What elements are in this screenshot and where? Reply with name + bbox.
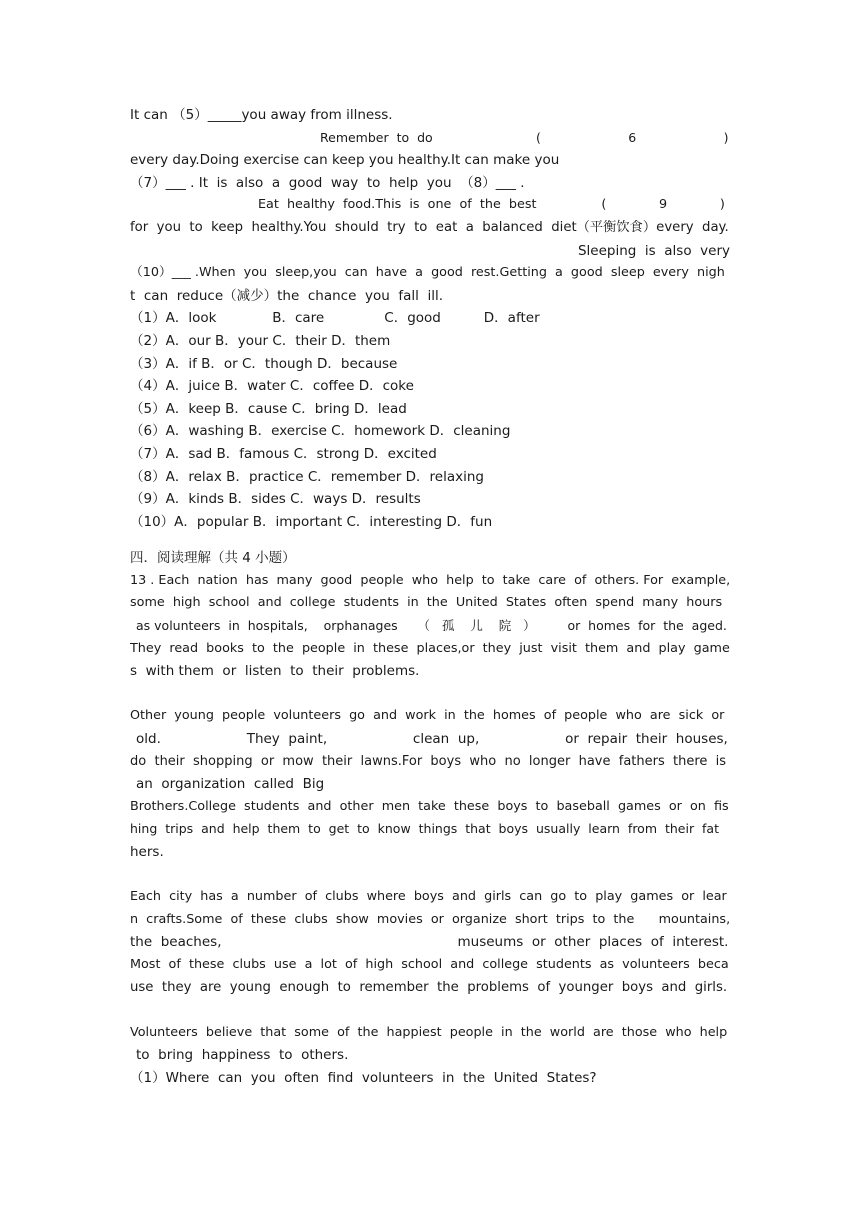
passage-line: Eat healthy food.This is one of the best ( 9 ) — [258, 197, 725, 213]
option-line: （4）A．juice B．water C．coffee D．coke — [130, 378, 414, 395]
reading-line: Volunteers believe that some of the happiest people in the world are those who help — [130, 1024, 728, 1040]
option-line: （7）A．sad B．famous C．strong D．excited — [130, 445, 437, 462]
reading-line: Other young people volunteers go and work in the homes of people who are sick or — [130, 708, 725, 724]
reading-line: hers. — [130, 844, 164, 860]
passage-line: every day.Doing exercise can keep you healthy.It can make you — [130, 152, 560, 169]
reading-line: an organization called Big — [136, 776, 325, 793]
reading-line: hing trips and help them to get to know things that boys usually learn from their fat — [130, 821, 719, 837]
question-line: （1）Where can you often find volunteers in the United States? — [130, 1069, 597, 1086]
option-line: （10）A．popular B．important C．interesting D．fun — [130, 513, 493, 530]
passage-line: Remember to do ( 6 ) — [320, 129, 729, 145]
reading-line: the beaches, museums or other places of interest. — [130, 934, 729, 951]
reading-line: s with them or listen to their problems. — [130, 663, 420, 680]
option-line: （5）A．keep B．cause C．bring D．lead — [130, 400, 407, 417]
section-title: 四．阅读理解（共 4 小题） — [130, 550, 296, 567]
passage-line: Sleeping is also very — [577, 242, 730, 259]
passage-line: （10）___ .When you sleep,you can have a good rest.Getting a good sleep every nigh — [130, 265, 725, 281]
reading-line: 13 . Each nation has many good people who help to take care of others. For example, — [130, 572, 730, 588]
option-line: （3）A．if B．or C．though D．because — [130, 355, 398, 372]
reading-line: Brothers.College students and other men take these boys to baseball games or on fis — [130, 798, 729, 814]
reading-line: as volunteers in hospitals, orphanages （ 孤 儿 院 ） or homes for the aged. — [136, 618, 727, 634]
reading-line: to bring happiness to others. — [136, 1047, 349, 1064]
option-line: （2）A．our B．your C．their D．them — [130, 332, 391, 349]
reading-line: They read books to the people in these places,or they just visit them and play game — [130, 640, 730, 656]
reading-line: Most of these clubs use a lot of high school and college students as volunteers beca — [130, 956, 729, 972]
option-line: （9）A．kinds B．sides C．ways D．results — [130, 491, 421, 508]
option-line: （8）A．relax B．practice C．remember D．relaxing — [130, 468, 484, 485]
document-page — [130, 104, 730, 1090]
passage-line: （7）___ . It is also a good way to help you （8）___ . — [130, 174, 525, 191]
reading-line: do their shopping or mow their lawns.For boys who no longer have fathers there is — [130, 753, 727, 769]
passage-line: for you to keep healthy.You should try to eat a balanced diet（平衡饮食）every day. — [130, 219, 729, 235]
passage-line: t can reduce（减少）the chance you fall ill. — [130, 287, 444, 304]
reading-line: use they are young enough to remember the problems of younger boys and girls. — [130, 979, 728, 995]
passage-line: It can （5）_____you away from illness. — [130, 107, 393, 123]
reading-line: Each city has a number of clubs where boys and girls can go to play games or lear — [130, 889, 727, 905]
option-line: （1）A．look B．care C．good D．after — [130, 310, 540, 327]
option-line: （6）A．washing B．exercise C．homework D．cleaning — [130, 423, 511, 440]
reading-line: some high school and college students in the United States often spend many hours — [130, 595, 723, 611]
reading-line: n crafts.Some of these clubs show movies or organize short trips to the mountains, — [130, 911, 730, 927]
reading-line: old. They paint, clean up, or repair their houses, — [136, 731, 728, 748]
